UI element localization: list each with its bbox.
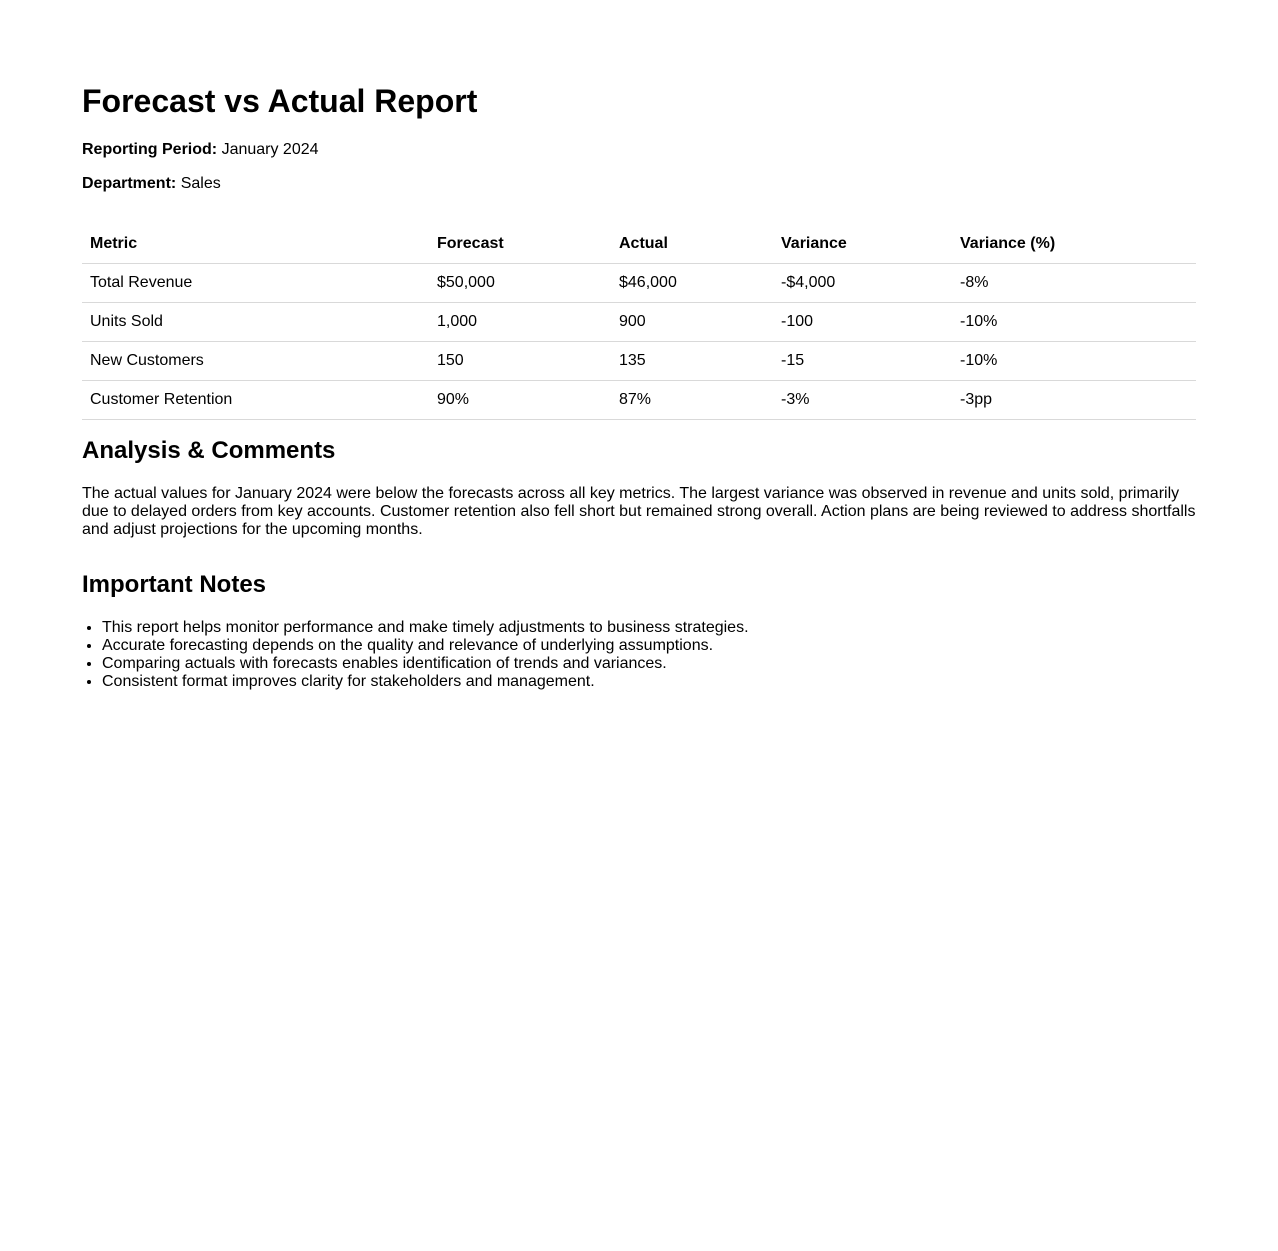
analysis-heading: Analysis & Comments [82,437,336,464]
cell-metric: Units Sold [82,303,429,342]
table-row [82,342,1196,381]
page-title: Forecast vs Actual Report [82,83,478,119]
cell-variance: -100 [773,303,952,342]
list-item: • Consistent format improves clarity for stakeholders and management. [102,673,749,691]
reporting-period-label: Reporting Period: [82,141,218,158]
cell-variance: -$4,000 [773,264,952,303]
table-row [82,264,1196,303]
list-item: • This report helps monitor performance and make timely adjustments to business strategies. [102,619,749,637]
cell-variance-percent: -3pp [952,381,1196,420]
cell-variance-percent: -10% [952,342,1196,381]
forecast-actual-table [82,225,1196,420]
cell-metric: Customer Retention [82,381,429,420]
department-value: Sales [180,175,221,192]
cell-variance-percent: -10% [952,303,1196,342]
department-label: Department: [82,175,177,192]
cell-metric: Total Revenue [82,264,429,303]
list-item: • Comparing actuals with forecasts enables identification of trends and variances. [102,655,749,673]
notes-heading: Important Notes [82,571,267,598]
department [82,175,221,193]
cell-forecast: 90% [429,381,611,420]
cell-forecast: $50,000 [429,264,611,303]
notes-list [82,619,749,691]
reporting-period-value: January 2024 [221,141,319,158]
column-header-actual: Actual [611,225,773,264]
cell-variance: -15 [773,342,952,381]
column-header-metric: Metric [82,225,429,264]
column-header-forecast: Forecast [429,225,611,264]
cell-actual: 135 [611,342,773,381]
cell-variance: -3% [773,381,952,420]
cell-forecast: 150 [429,342,611,381]
column-header-variance: Variance [773,225,952,264]
reporting-period [82,141,319,159]
analysis-text: The actual values for January 2024 were below the forecasts across all key metrics. The largest variance was observed in revenue and units sold, primarily due to delayed orders from key accounts. Customer retention also fell short but remained strong overall. Action plans are being reviewed to address shortfalls and adjust projections for the upcoming months. [82,485,1196,538]
cell-metric: New Customers [82,342,429,381]
cell-actual: $46,000 [611,264,773,303]
cell-variance-percent: -8% [952,264,1196,303]
cell-actual: 87% [611,381,773,420]
table-row [82,381,1196,420]
cell-forecast: 1,000 [429,303,611,342]
cell-actual: 900 [611,303,773,342]
list-item: • Accurate forecasting depends on the quality and relevance of underlying assumptions. [102,637,749,655]
column-header-variance-percent: Variance (%) [952,225,1196,264]
table-header-row [82,225,1196,264]
table-row [82,303,1196,342]
